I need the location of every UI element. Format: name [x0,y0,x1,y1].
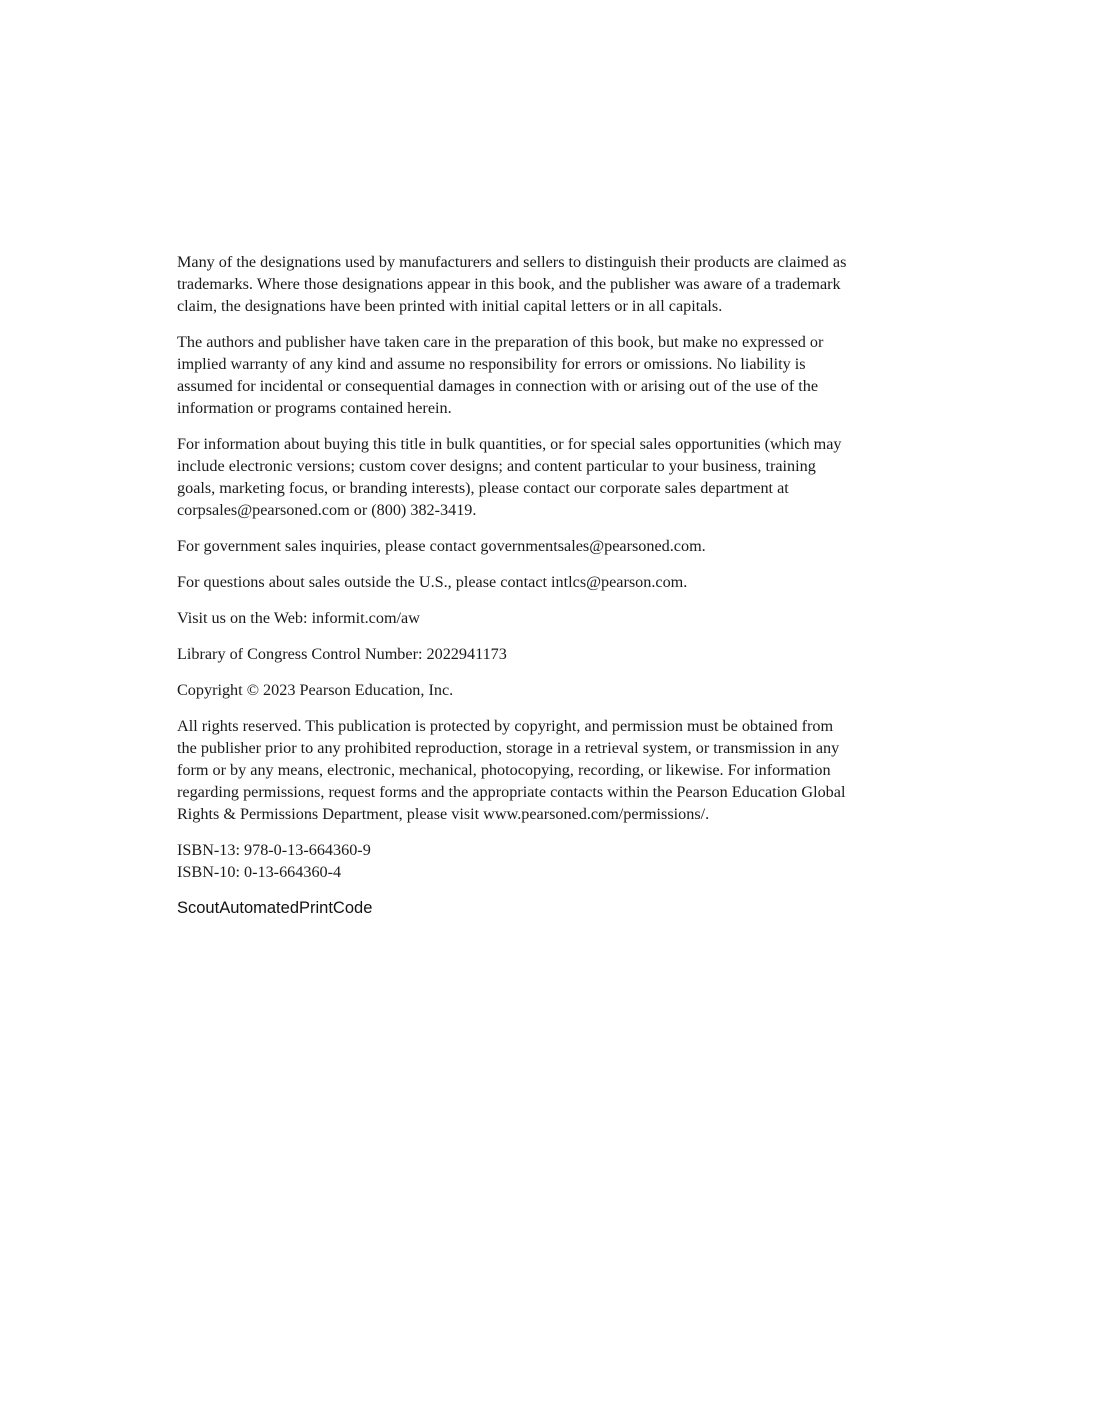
isbn-13: ISBN-13: 978-0-13-664360-9 [177,841,371,859]
rights-reserved-line-4: regarding permissions, request forms and the appropriate contacts within the Pearson Education Global [177,783,846,801]
rights-reserved-line-5: Rights & Permissions Department, please visit www.pearsoned.com/permissions/. [177,805,710,823]
rights-reserved-line-1: All rights reserved. This publication is protected by copyright, and permission must be obtained from [177,717,834,735]
international-sales-notice: For questions about sales outside the U.S., please contact intlcs@pearson.com. [177,573,688,591]
web-address: Visit us on the Web: informit.com/aw [177,609,420,627]
government-sales-notice: For government sales inquiries, please contact governmentsales@pearsoned.com. [177,537,706,555]
rights-reserved-line-2: the publisher prior to any prohibited reproduction, storage in a retrieval system, or transmission in any [177,739,840,757]
isbn-block [177,839,929,883]
lccn: Library of Congress Control Number: 2022941173 [177,645,507,663]
trademark-notice-line-1: Many of the designations used by manufacturers and sellers to distinguish their products are claimed as [177,253,847,271]
warranty-disclaimer-line-4: information or programs contained herein. [177,399,452,417]
copyright-text-block [177,251,929,933]
warranty-disclaimer-line-1: The authors and publisher have taken care in the preparation of this book, but make no expressed or [177,333,824,351]
warranty-disclaimer-line-2: implied warranty of any kind and assume no responsibility for errors or omissions. No liability is [177,355,806,373]
rights-reserved-notice [177,715,929,825]
bulk-sales-line-3: goals, marketing focus, or branding interests), please contact our corporate sales department at [177,479,789,497]
trademark-notice-line-2: trademarks. Where those designations appear in this book, and the publisher was aware of a trademark [177,275,841,293]
warranty-disclaimer [177,331,929,419]
trademark-notice-line-3: claim, the designations have been printed with initial capital letters or in all capitals. [177,297,723,315]
bulk-sales-line-4: corpsales@pearsoned.com or (800) 382-3419. [177,501,477,519]
trademark-notice [177,251,929,317]
print-code: ScoutAutomatedPrintCode [177,899,373,917]
warranty-disclaimer-line-3: assumed for incidental or consequential damages in connection with or arising out of the use of the [177,377,819,395]
copyright-line: Copyright © 2023 Pearson Education, Inc. [177,681,454,699]
isbn-10: ISBN-10: 0-13-664360-4 [177,863,342,881]
rights-reserved-line-3: form or by any means, electronic, mechanical, photocopying, recording, or likewise. For information [177,761,831,779]
bulk-sales-notice [177,433,929,521]
bulk-sales-line-1: For information about buying this title in bulk quantities, or for special sales opportunities (which may [177,435,842,453]
bulk-sales-line-2: include electronic versions; custom cover designs; and content particular to your business, training [177,457,816,475]
